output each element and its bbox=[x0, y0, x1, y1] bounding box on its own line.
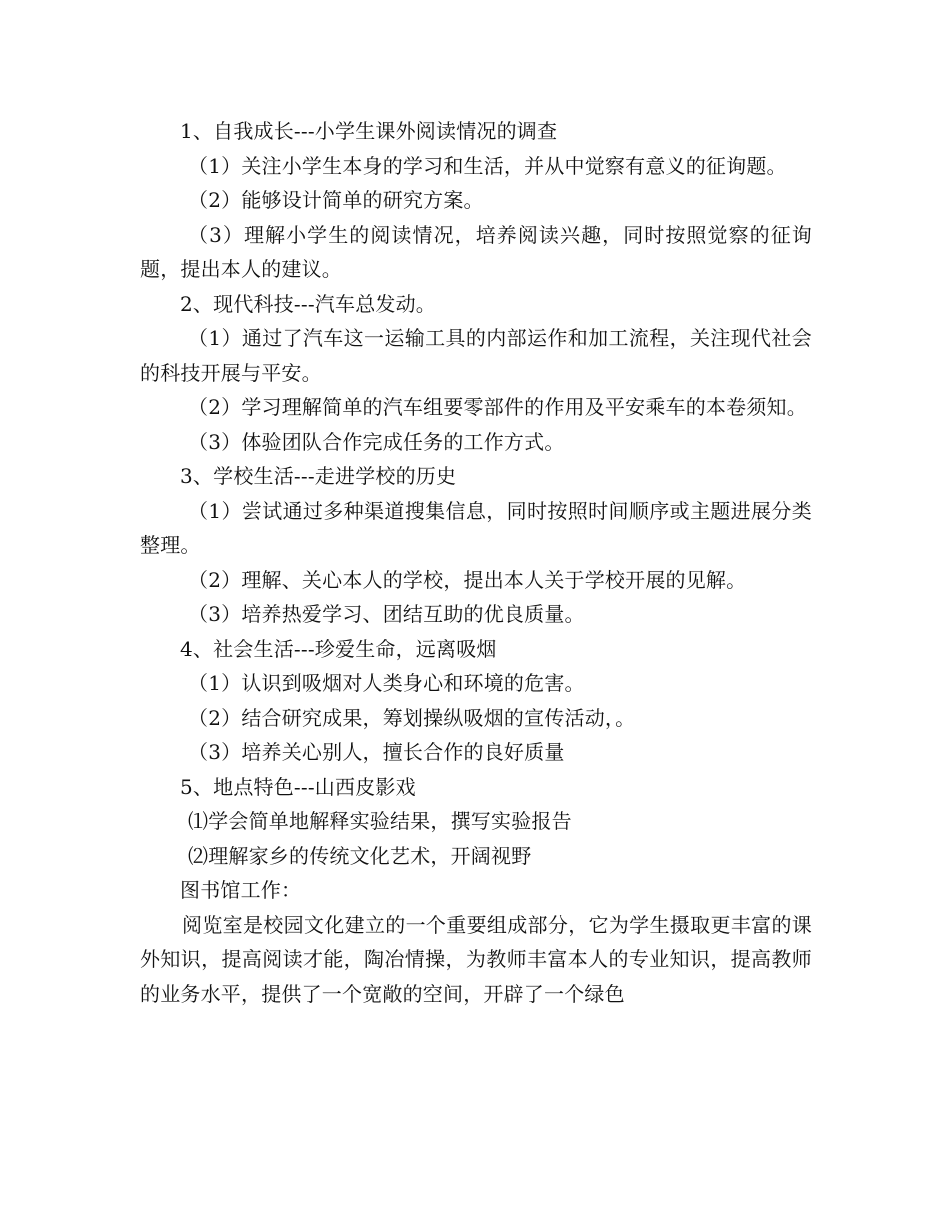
section-heading-1: 1、自我成长---小学生课外阅读情况的调查 bbox=[180, 119, 558, 143]
item-3-2: （2）理解、关心本人的学校，提出本人关于学校开展的见解。 bbox=[188, 567, 747, 592]
item-2-2: （2）学习理解简单的汽车组要零部件的作用及平安乘车的本卷须知。 bbox=[188, 395, 807, 419]
item-5-1: ⑴学会简单地解释实验结果，撰写实验报告 bbox=[188, 809, 572, 833]
item-4-2: （2）结合研究成果，筹划操纵吸烟的宣传活动，。 bbox=[188, 705, 636, 730]
item-3-1: （1）尝试通过多种渠道搜集信息，同时按照时间顺序或主题进展分类整理。 bbox=[140, 498, 812, 557]
item-1-1: （1）关注小学生本身的学习和生活，并从中觉察有意义的征询题。 bbox=[188, 153, 787, 178]
item-1-2: （2）能够设计简单的研究方案。 bbox=[188, 188, 484, 212]
item-3-3: （3）培养热爱学习、团结互助的优良质量。 bbox=[188, 602, 585, 626]
item-5-2: ⑵理解家乡的传统文化艺术，开阔视野 bbox=[188, 843, 532, 868]
item-1-3: （3）理解小学生的阅读情况，培养阅读兴趣，同时按照觉察的征询题，提出本人的建议。 bbox=[140, 222, 812, 281]
item-4-3: （3）培养关心别人，擅长合作的良好质量 bbox=[188, 740, 565, 764]
library-work-paragraph: 阅览室是校园文化建立的一个重要组成部分，它为学生摄取更丰富的课外知识，提高阅读才能，陶冶情操，为教师丰富本人的专业知识，提高教师的业务水平，提供了一个宽敞的空间，开辟了一个绿色 bbox=[140, 912, 812, 1006]
library-work-heading: 图书馆工作： bbox=[180, 878, 302, 902]
item-2-3: （3）体验团队合作完成任务的工作方式。 bbox=[188, 429, 565, 454]
section-heading-5: 5、地点特色---山西皮影戏 bbox=[180, 774, 416, 799]
section-heading-2: 2、现代科技---汽车总发动。 bbox=[180, 291, 436, 316]
item-2-1: （1）通过了汽车这一运输工具的内部运作和加工流程，关注现代社会的科技开展与平安。 bbox=[140, 326, 812, 385]
section-heading-4: 4、社会生活---珍爱生命，远离吸烟 bbox=[180, 636, 497, 661]
item-4-1: （1）认识到吸烟对人类身心和环境的危害。 bbox=[188, 671, 585, 695]
document-body bbox=[140, 114, 812, 1011]
section-heading-3: 3、学校生活---走进学校的历史 bbox=[180, 464, 457, 488]
